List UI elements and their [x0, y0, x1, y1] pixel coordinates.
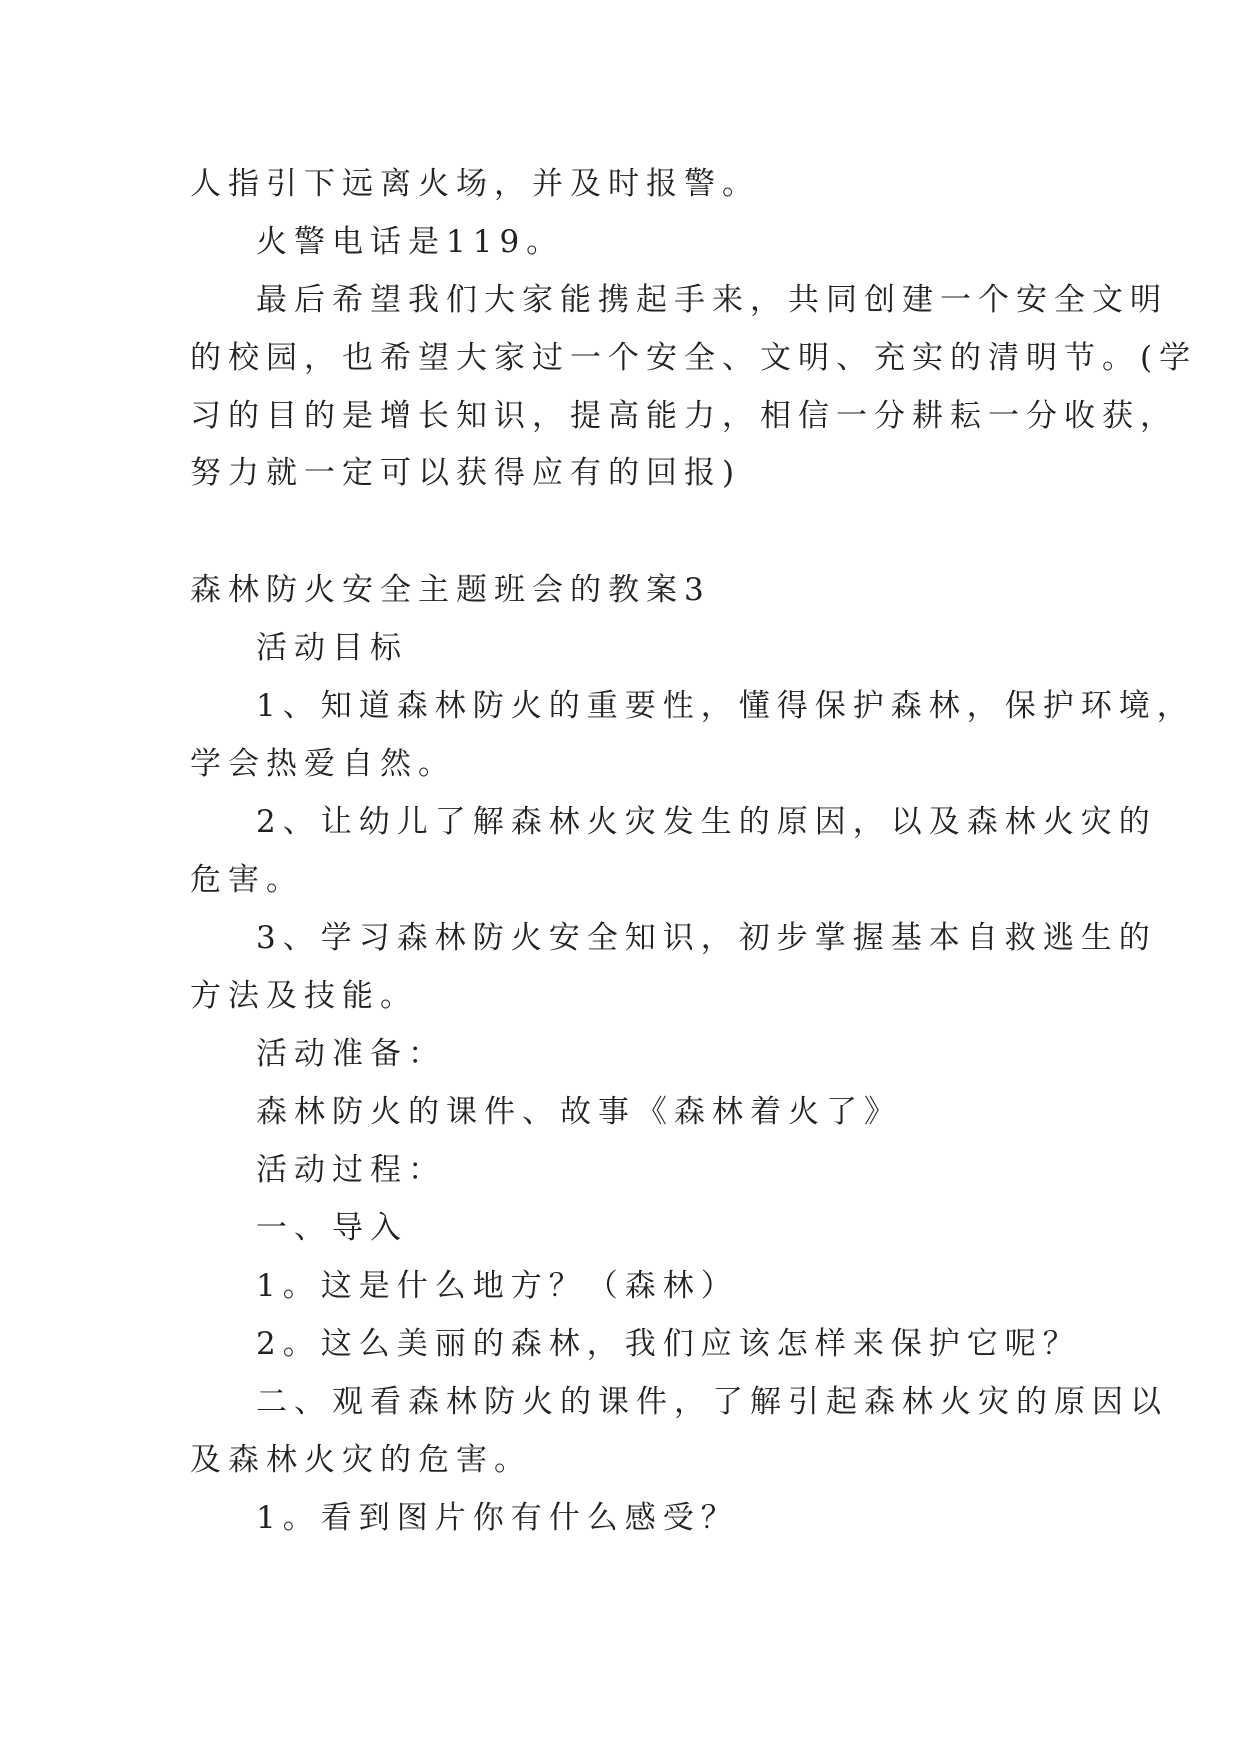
paragraph-line: 最后希望我们大家能携起手来，共同创建一个安全文明: [256, 282, 1168, 318]
paragraph-line: 方法及技能。: [190, 978, 418, 1014]
paragraph-line: 的校园，也希望大家过一个安全、文明、充实的清明节。(学: [190, 340, 1198, 376]
paragraph-line: 2。这么美丽的森林，我们应该怎样来保护它呢？: [256, 1326, 1081, 1362]
paragraph-line: 2、让幼儿了解森林火灾发生的原因，以及森林火灾的: [256, 804, 1157, 840]
paragraph-line: 学会热爱自然。: [190, 746, 456, 782]
section-heading-goals: 活动目标: [256, 630, 408, 666]
paragraph-line: 火警电话是119。: [256, 224, 565, 260]
section-heading-preparation: 活动准备：: [256, 1036, 446, 1072]
paragraph-line: 1。看到图片你有什么感受？: [256, 1500, 739, 1536]
paragraph-line: 努力就一定可以获得应有的回报): [190, 455, 742, 491]
section-title: 森林防火安全主题班会的教案3: [190, 572, 711, 608]
paragraph-line: 人指引下远离火场，并及时报警。: [190, 166, 760, 202]
paragraph-line: 及森林火灾的危害。: [190, 1442, 532, 1478]
paragraph-line: 1。这是什么地方？（森林）: [256, 1268, 739, 1304]
paragraph-line: 二、观看森林防火的课件，了解引起森林火灾的原因以: [256, 1384, 1168, 1420]
paragraph-line: 习的目的是增长知识，提高能力，相信一分耕耘一分收获，: [190, 398, 1178, 434]
paragraph-line: 3、学习森林防火安全知识，初步掌握基本自救逃生的: [256, 920, 1157, 956]
paragraph-line: 1、知道森林防火的重要性，懂得保护森林，保护环境，: [256, 688, 1195, 724]
section-heading-process: 活动过程：: [256, 1152, 446, 1188]
paragraph-line: 一、导入: [256, 1210, 408, 1246]
paragraph-line: 危害。: [190, 862, 304, 898]
paragraph-line: 森林防火的课件、故事《森林着火了》: [256, 1094, 902, 1130]
